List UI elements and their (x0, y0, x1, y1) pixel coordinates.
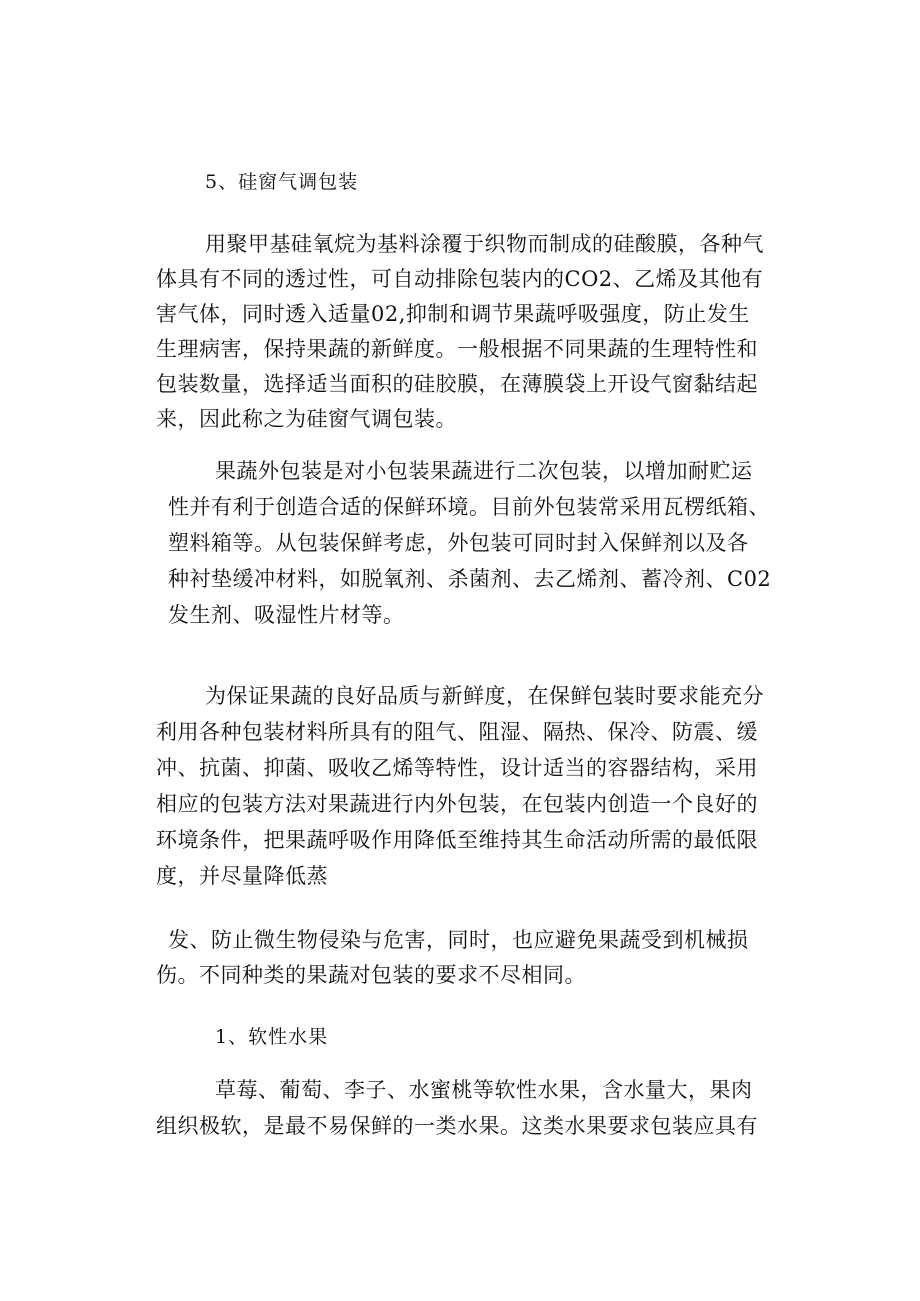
paragraph-line: 冲、抗菌、抑菌、吸收乙烯等特性，设计适当的容器结构，采用 (156, 756, 758, 780)
paragraph-line: 种衬垫缓冲材料，如脱氧剂、杀菌剂、去乙烯剂、蓄冷剂、C02 (168, 567, 772, 591)
paragraph-line: 发、防止微生物侵染与危害，同时，也应避免果蔬受到机械损 (168, 928, 749, 952)
paragraph-line: 伤。不同种类的果蔬对包装的要求不尽相同。 (156, 963, 586, 987)
paragraph-line: 果蔬外包装是对小包装果蔬进行二次包装，以增加耐贮运 (215, 459, 753, 483)
paragraph-line: 塑料箱等。从包装保鲜考虑，外包装可同时封入保鲜剂以及各 (168, 531, 749, 555)
paragraph-line: 来，因此称之为硅窗气调包装。 (156, 407, 457, 431)
paragraph-line: 利用各种包装材料所具有的阻气、阻湿、隔热、保冷、防震、缓 (156, 720, 758, 744)
section-heading-silicon-window: 5、硅窗气调包装 (205, 171, 359, 193)
section-heading-soft-fruit: 1、软性水果 (215, 1026, 329, 1048)
paragraph-line: 相应的包装方法对果蔬进行内外包装，在包装内创造一个良好的 (156, 792, 758, 816)
paragraph-line: 用聚甲基硅氧烷为基料涂覆于织物而制成的硅酸膜，各种气 (205, 232, 764, 256)
paragraph-line: 发生剂、吸湿性片材等。 (168, 603, 405, 627)
paragraph-line: 草莓、葡萄、李子、水蜜桃等软性水果，含水量大，果肉 (215, 1078, 753, 1102)
paragraph-line: 害气体，同时透入适量02,抑制和调节果蔬呼吸强度，防止发生 (156, 302, 750, 326)
paragraph-line: 度，并尽量降低蒸 (156, 864, 328, 888)
paragraph-line: 包装数量，选择适当面积的硅胶膜，在薄膜袋上开设气窗黏结起 (156, 372, 758, 396)
paragraph-line: 性并有利于创造合适的保鲜环境。目前外包装常采用瓦楞纸箱、 (168, 495, 770, 519)
paragraph-line: 生理病害，保持果蔬的新鲜度。一般根据不同果蔬的生理特性和 (156, 337, 758, 361)
paragraph-line: 组织极软，是最不易保鲜的一类水果。这类水果要求包装应具有 (156, 1114, 758, 1138)
paragraph-line: 为保证果蔬的良好品质与新鲜度，在保鲜包装时要求能充分 (205, 684, 764, 708)
paragraph-line: 环境条件，把果蔬呼吸作用降低至维持其生命活动所需的最低限 (156, 828, 758, 852)
paragraph-line: 体具有不同的透过性，可自动排除包装内的CO2、乙烯及其他有 (156, 267, 764, 291)
